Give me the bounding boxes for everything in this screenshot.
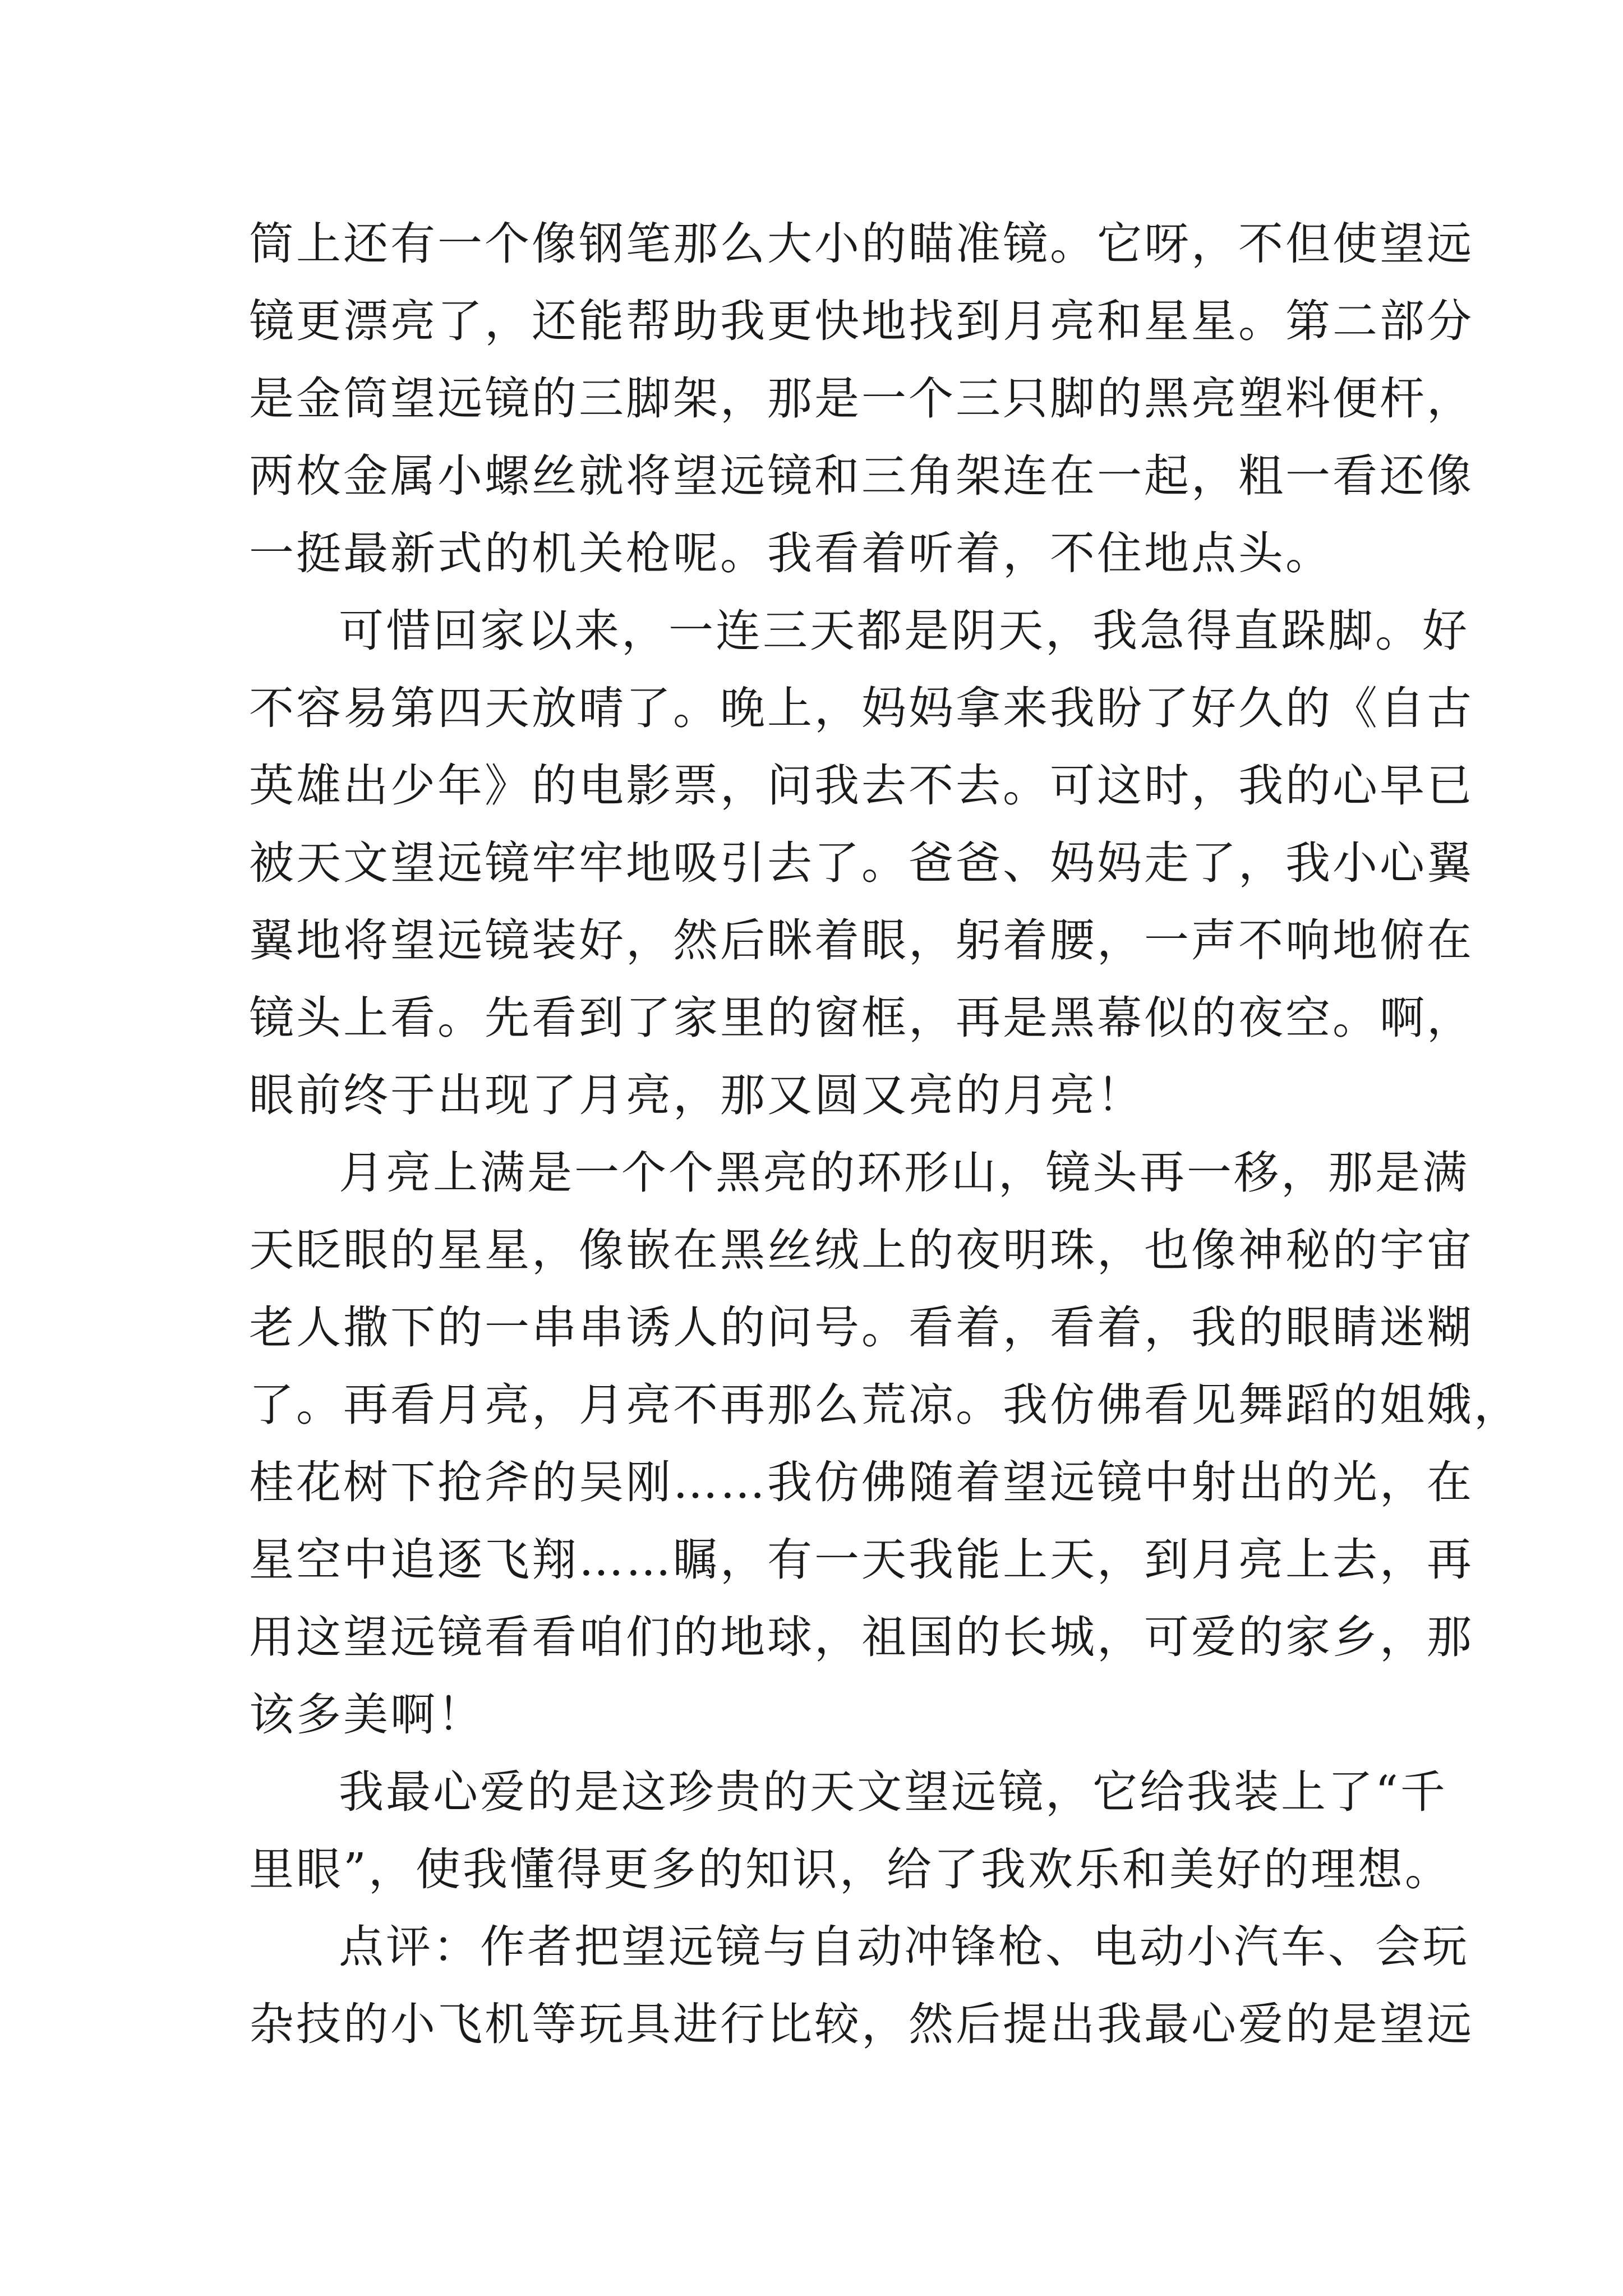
- text-line: 星空中追逐飞翔……瞩，有一天我能上天，到月亮上去，再: [249, 1534, 1474, 1586]
- text-line: 杂技的小飞机等玩具进行比较，然后提出我最心爱的是望远: [249, 1998, 1474, 2050]
- text-line: 眼前终于出现了月亮，那又圆又亮的月亮！: [249, 1069, 1144, 1121]
- text-line: 被天文望远镜牢牢地吸引去了。爸爸、妈妈走了，我小心翼: [249, 837, 1474, 889]
- paragraph-first-line: 点评：作者把望远镜与自动冲锋枪、电动小汽车、会玩: [339, 1921, 1469, 1973]
- paragraph-first-line: 月亮上满是一个个黑亮的环形山，镜头再一移，那是满: [339, 1147, 1469, 1199]
- text-line: 该多美啊！: [249, 1688, 485, 1741]
- text-line: 一挺最新式的机关枪呢。我看着听着，不住地点头。: [249, 527, 1332, 579]
- text-line: 了。再看月亮，月亮不再那么荒凉。我仿佛看见舞蹈的姐娥，: [249, 1379, 1521, 1431]
- text-line: 里眼”，使我懂得更多的知识，给了我欢乐和美好的理想。: [249, 1843, 1452, 1895]
- text-line: 英雄出少年》的电影票，问我去不去。可这时，我的心早已: [249, 760, 1474, 812]
- text-line: 两枚金属小螺丝就将望远镜和三角架连在一起，粗一看还像: [249, 450, 1474, 502]
- text-line: 翼地将望远镜装好，然后眯着眼，躬着腰，一声不响地俯在: [249, 914, 1474, 967]
- text-line: 镜头上看。先看到了家里的窗框，再是黑幕似的夜空。啊，: [249, 992, 1474, 1044]
- document-body: [249, 205, 1521, 2063]
- text-line: 用这望远镜看看咱们的地球，祖国的长城，可爱的家乡，那: [249, 1611, 1474, 1663]
- text-line: 天眨眼的星星，像嵌在黑丝绒上的夜明珠，也像神秘的宇宙: [249, 1224, 1474, 1276]
- text-line: 桂花树下抢斧的吴刚……我仿佛随着望远镜中射出的光，在: [249, 1456, 1474, 1508]
- text-line: 是金筒望远镜的三脚架，那是一个三只脚的黑亮塑料便杆，: [249, 372, 1474, 425]
- text-line: 不容易第四天放晴了。晚上，妈妈拿来我盼了好久的《自古: [249, 682, 1474, 734]
- paragraph-first-line: 我最心爱的是这珍贵的天文望远镜，它给我装上了“千: [339, 1766, 1447, 1818]
- text-line: 镜更漂亮了，还能帮助我更快地找到月亮和星星。第二部分: [249, 295, 1474, 347]
- text-line: 老人撒下的一串串诱人的问号。看着，看着，我的眼睛迷糊: [249, 1301, 1474, 1354]
- paragraph-first-line: 可惜回家以来，一连三天都是阴天，我急得直跺脚。好: [339, 605, 1469, 657]
- text-line: 筒上还有一个像钢笔那么大小的瞄准镜。它呀，不但使望远: [249, 218, 1474, 270]
